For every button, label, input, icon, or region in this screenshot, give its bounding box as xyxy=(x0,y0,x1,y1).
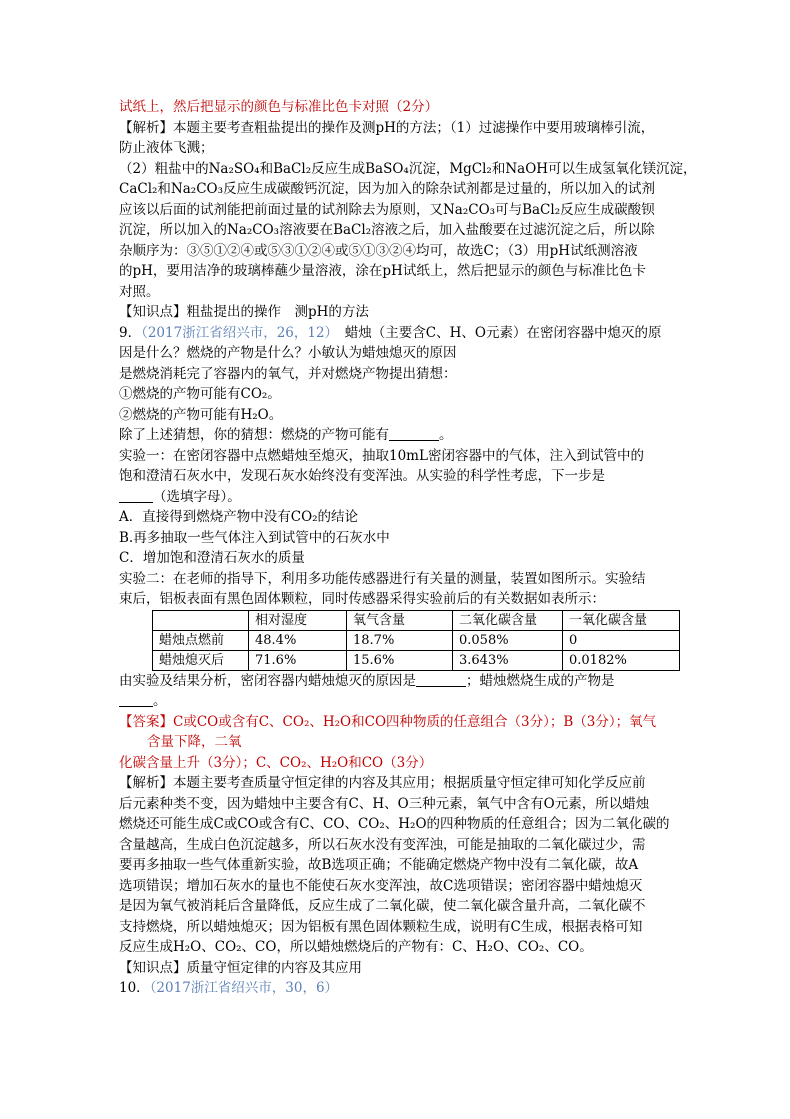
option-b: B.再多抽取一些气体注入到试管中的石灰水中 xyxy=(119,529,390,546)
analysis-tag: 【解析】 xyxy=(119,119,173,136)
table-header-cell: 相对湿度 xyxy=(249,610,347,630)
answer-line: 【答案】C或CO或含有C、CO₂、H₂O和CO四种物质的任意组合（3分）；B（3分）；氧气 xyxy=(119,713,657,730)
table-header-cell: 氧气含量 xyxy=(347,610,453,630)
question-line: 因是什么？燃烧的产物是什么？小敏认为蜡烛熄灭的原因 xyxy=(119,345,457,361)
analysis-line: 对照。 xyxy=(119,283,160,300)
table-header-cell xyxy=(153,610,249,630)
analysis-line: 【解析】本题主要考查粗盐提出的操作及测pH的方法；（1）过滤操作中要用玻璃棒引流， xyxy=(119,119,655,136)
option-c: C．增加饱和澄清石灰水的质量 xyxy=(119,550,305,566)
question-source: （2017浙江省绍兴市，30，6） xyxy=(149,980,339,996)
analysis-line: 支持燃烧，所以蜡烛熄灭；因为铝板有黑色固体颗粒生成，说明有C生成，根据表格可知 xyxy=(119,918,643,935)
answer-blank xyxy=(416,672,466,687)
table-row xyxy=(153,630,680,650)
answer-line: 含量下降，二氧 xyxy=(147,734,242,750)
analysis-line: 的pH，要用洁净的玻璃棒蘸少量溶液，涂在pH试纸上，然后把显示的颜色与标准比色卡 xyxy=(119,263,646,279)
analysis-line: 【解析】本题主要考查质量守恒定律的内容及其应用；根据质量守恒定律可知化学反应前 xyxy=(119,775,646,791)
analysis-line: 后元素种类不变，因为蜡烛中主要含有C、H、O三种元素，氧气中含有O元素，所以蜡烛 xyxy=(119,795,650,812)
question-line: 是燃烧消耗完了容器内的氧气，并对燃烧产物提出猜想： xyxy=(119,365,457,382)
knowledge-tag: 【知识点】 xyxy=(119,304,187,320)
table-cell: 71.6% xyxy=(249,650,347,670)
experiment-2-line: 束后，铝板表面有黑色固体颗粒，同时传感器采得实验前后的有关数据如表所示： xyxy=(119,591,605,607)
analysis-line: （2）粗盐中的Na₂SO₄和BaCl₂反应生成BaSO₄沉淀，MgCl₂和NaOH可以生成氢氧化镁沉淀， xyxy=(119,160,697,177)
question-9-header: 9．（2017浙江省绍兴市，26，12） 蜡烛（主要含C、H、O元素）在密闭容器中熄灭的原 xyxy=(119,324,662,341)
table-cell: 3.643% xyxy=(453,650,563,670)
answer-tail-line: 试纸上，然后把显示的颜色与标准比色卡对照（2分） xyxy=(119,99,439,115)
table-cell: 15.6% xyxy=(347,650,453,670)
analysis-line: 防止液体飞溅； xyxy=(119,140,214,156)
table-cell: 蜡烛点燃前 xyxy=(153,630,249,650)
analysis-line: 选项错误；增加石灰水的量也不能使石灰水变浑浊，故C选项错误；密闭容器中蜡烛熄灭 xyxy=(119,877,643,894)
analysis-line: 燃烧还可能生成C或CO或含有C、CO、CO₂、H₂O的四种物质的任意组合；因为二氧化碳的 xyxy=(119,816,670,832)
analysis-line: CaCl₂和Na₂CO₃反应生成碳酸钙沉淀，因为加入的除杂试剂都是过量的，所以加入的试剂 xyxy=(119,181,656,197)
table-cell: 蜡烛熄灭后 xyxy=(153,650,249,670)
experiment-1-line: 实验一：在密闭容器中点燃蜡烛至熄灭，抽取10mL密闭容器中的气体，注入到试管中的 xyxy=(119,447,644,464)
analysis-tag: 【解析】 xyxy=(119,775,173,791)
question-number: 10． xyxy=(119,980,150,996)
question-number: 9． xyxy=(119,324,142,341)
question-10-header xyxy=(119,978,679,999)
knowledge-point-line: 【知识点】质量守恒定律的内容及其应用 xyxy=(119,959,362,976)
analysis-line: 杂顺序为：③⑤①②④或⑤③①②④或⑤①③②④均可，故选C；（3）用pH试纸测溶液 xyxy=(119,242,638,259)
table-header-cell: 一氧化碳含量 xyxy=(563,610,680,630)
answer-blank xyxy=(119,692,153,707)
option-a: A．直接得到燃烧产物中没有CO₂的结论 xyxy=(119,509,359,525)
question-source: （2017浙江省绍兴市，26，12） xyxy=(141,324,332,341)
analysis-line: 是因为氧气被消耗后含量降低，反应生成了二氧化碳，使二氧化碳含量升高，二氧化碳不 xyxy=(119,898,646,914)
analysis-line: 沉淀，所以加入的Na₂CO₃溶液要在BaCl₂溶液之后，加入盐酸要在过滤沉淀之后，所以除 xyxy=(119,222,655,238)
answer-blank xyxy=(389,426,439,441)
table-cell: 0.0182% xyxy=(563,650,680,670)
experiment-1-line: 饱和澄清石灰水中，发现石灰水始终没有变浑浊。从实验的科学性考虑，下一步是 xyxy=(119,468,605,484)
question-line: （选填字母）。 xyxy=(119,487,679,508)
document-body xyxy=(119,97,697,999)
table-header-row xyxy=(153,610,680,630)
hypothesis-2: ②燃烧的产物可能有H₂O。 xyxy=(119,406,283,423)
table-cell: 18.7% xyxy=(347,630,453,650)
analysis-line: 要再多抽取一些气体重新实验，故B选项正确；不能确定燃烧产物中没有二氧化碳，故A xyxy=(119,857,639,873)
answer-blank xyxy=(119,488,153,503)
knowledge-tag: 【知识点】 xyxy=(119,959,187,976)
knowledge-point-line: 【知识点】粗盐提出的操作 测pH的方法 xyxy=(119,304,369,320)
question-line: 除了上述猜想，你的猜想：燃烧的产物可能有 。 xyxy=(119,427,453,443)
question-line: 由实验及结果分析，密闭容器内蜡烛熄灭的原因是 ；蜡烛燃烧生成的产物是 xyxy=(119,672,615,689)
analysis-line: 含量越高，生成白色沉淀越多，所以石灰水没有变浑浊，可能是抽取的二氧化碳过少，需 xyxy=(119,836,646,853)
experiment-2-line: 实验二：在老师的指导下，利用多功能传感器进行有关量的测量，装置如图所示。实验结 xyxy=(119,570,646,587)
table-cell: 0.058% xyxy=(453,630,563,650)
answer-tag: 【答案】 xyxy=(119,713,173,730)
hypothesis-1: ①燃烧的产物可能有CO₂。 xyxy=(119,386,281,402)
table-cell: 0 xyxy=(563,630,680,650)
table-row xyxy=(153,650,680,670)
table-cell: 48.4% xyxy=(249,630,347,650)
answer-line: 化碳含量上升（3分）；C、CO₂、H₂O和CO（3分） xyxy=(119,754,433,771)
sensor-data-table xyxy=(152,610,680,671)
table-header-cell: 二氧化碳含量 xyxy=(453,610,563,630)
analysis-line: 应该以后面的试剂能把前面过量的试剂除去为原则，又Na₂CO₃可与BaCl₂反应生成碳酸钡 xyxy=(119,201,655,218)
question-line: 。 xyxy=(119,691,679,712)
analysis-line: 反应生成H₂O、CO₂、CO，所以蜡烛燃烧后的产物有：C、H₂O、CO₂、CO。 xyxy=(119,939,593,955)
